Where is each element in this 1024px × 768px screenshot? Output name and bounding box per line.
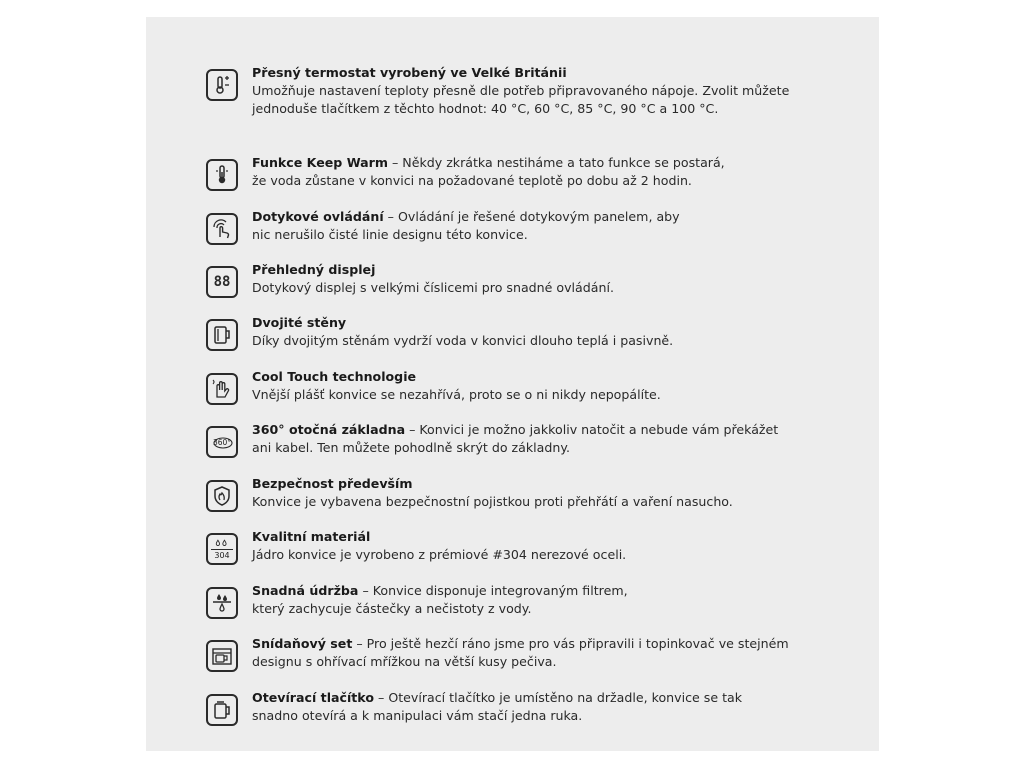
feature-text (252, 475, 852, 511)
thermostat-icon (206, 69, 238, 101)
touch-icon (206, 213, 238, 245)
title-separator: – (405, 422, 420, 437)
feature-description: Ovládání je řešené dotykovým panelem, aby (397, 209, 680, 224)
feature-description: jednoduše tlačítkem z těchto hodnot: 40 °C, 60 °C, 85 °C, 90 °C a 100 °C. (252, 101, 719, 116)
feature-description: Otevírací tlačítko je umístěno na držadle, konvice se tak (388, 690, 743, 705)
divider (211, 549, 233, 550)
feature-text (252, 689, 852, 725)
feature-title: Přesný termostat vyrobený ve Velké Británii (252, 65, 567, 80)
feature-description: Díky dvojitým stěnám vydrží voda v konvici dlouho teplá i pasivně. (252, 333, 674, 348)
feature-description: snadno otevírá a k manipulaci vám stačí jedna ruka. (252, 708, 583, 723)
feature-description: Někdy zkrátka nestiháme a tato funkce se postará, (402, 155, 725, 170)
feature-line (252, 154, 852, 172)
feature-title: Dotykové ovládání (252, 209, 384, 224)
feature-description: Umožňuje nastavení teploty přesně dle potřeb připravovaného nápoje. Zvolit můžete (252, 83, 790, 98)
thermometer-icon (206, 159, 238, 191)
feature-title: Kvalitní materiál (252, 529, 371, 544)
feature-line (252, 528, 852, 546)
feature-line (252, 64, 852, 82)
feature-title: Snídaňový set (252, 636, 353, 651)
feature-title: Dvojité stěny (252, 315, 347, 330)
feature-title: Funkce Keep Warm (252, 155, 388, 170)
display-icon (206, 266, 238, 298)
feature-line (252, 475, 852, 493)
feature-text (252, 582, 852, 618)
feature-text (252, 154, 852, 190)
double-wall-icon (206, 319, 238, 351)
feature-line (252, 582, 852, 600)
feature-title: Otevírací tlačítko (252, 690, 374, 705)
title-separator: – (352, 636, 367, 651)
feature-text (252, 421, 852, 457)
feature-line (252, 635, 852, 653)
feature-text (252, 64, 852, 118)
feature-description: Konvice je vybavena bezpečnostní pojistkou proti přehřátí a vaření nasucho. (252, 494, 733, 509)
feature-line (252, 261, 852, 279)
feature-description: designu s ohřívací mřížkou na větší kusy pečiva. (252, 654, 557, 669)
feature-text (252, 208, 852, 244)
feature-list (146, 17, 879, 751)
feature-description: ani kabel. Ten můžete pohodlně skrýt do základny. (252, 440, 571, 455)
title-separator: – (374, 690, 389, 705)
feature-description: který zachycuje částečky a nečistoty z vody. (252, 601, 532, 616)
breakfast-set-icon (206, 640, 238, 672)
feature-line (252, 421, 852, 439)
safety-shield-icon (206, 480, 238, 512)
feature-text (252, 314, 852, 350)
feature-description: Jádro konvice je vyrobeno z prémiové #304 nerezové oceli. (252, 547, 627, 562)
filter-drops-icon (206, 587, 238, 619)
title-separator: – (383, 209, 398, 224)
feature-title: Bezpečnost především (252, 476, 413, 491)
feature-description: Dotykový displej s velkými číslicemi pro snadné ovládání. (252, 280, 614, 295)
display-digits: 88 (213, 274, 231, 290)
cool-touch-icon (206, 373, 238, 405)
feature-line (252, 208, 852, 226)
feature-text (252, 635, 852, 671)
feature-title: Přehledný displej (252, 262, 376, 277)
feature-line (252, 314, 852, 332)
feature-text (252, 368, 852, 404)
feature-line (252, 689, 852, 707)
feature-description: Konvici je možno jakkoliv natočit a nebude vám překážet (419, 422, 779, 437)
rotating-base-icon (206, 426, 238, 458)
feature-title: Snadná údržba (252, 583, 359, 598)
title-separator: – (358, 583, 373, 598)
feature-description: Pro ještě hezčí ráno jsme pro vás připravili i topinkovač ve stejném (366, 636, 789, 651)
feature-line (252, 368, 852, 386)
feature-description: Vnější plášť konvice se nezahřívá, proto se o ni nikdy nepopálíte. (252, 387, 661, 402)
feature-panel (146, 17, 879, 751)
feature-text (252, 261, 852, 297)
steel-grade-label: 304 (214, 550, 230, 560)
feature-title: Cool Touch technologie (252, 369, 417, 384)
rotation-label: 360° (212, 437, 232, 447)
material-icon (206, 533, 238, 565)
open-button-icon (206, 694, 238, 726)
feature-description: nic nerušilo čisté linie designu této konvice. (252, 227, 528, 242)
feature-description: že voda zůstane v konvici na požadované teplotě po dobu až 2 hodin. (252, 173, 692, 188)
feature-description: Konvice disponuje integrovaným filtrem, (372, 583, 628, 598)
feature-title: 360° otočná základna (252, 422, 406, 437)
title-separator: – (387, 155, 403, 170)
feature-text (252, 528, 852, 564)
